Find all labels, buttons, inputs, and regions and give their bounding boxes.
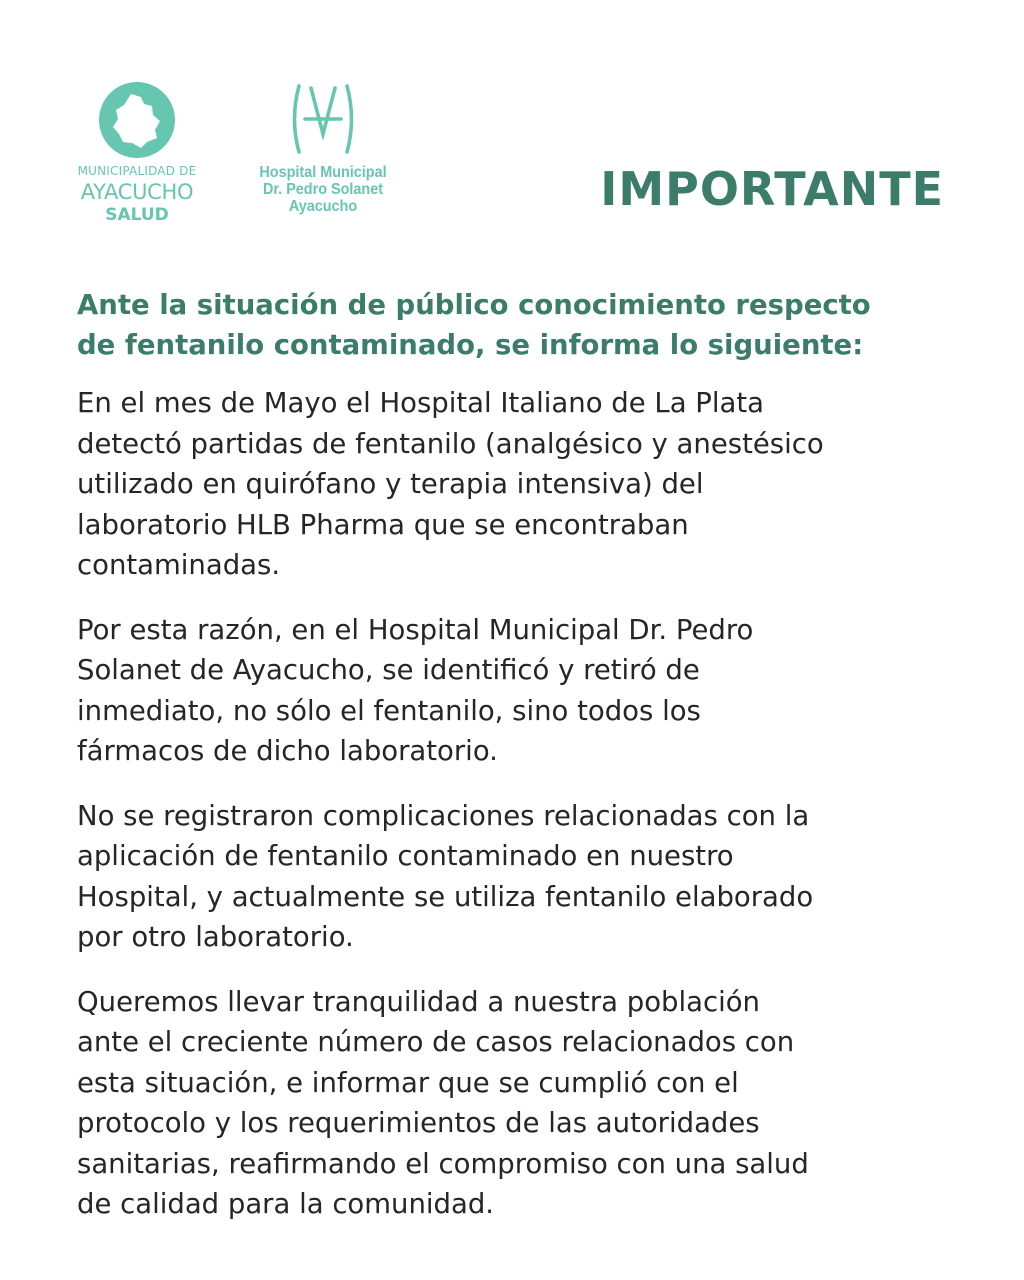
text-line: Por esta razón, en el Hospital Municipal Dr. Pedro xyxy=(77,613,754,646)
text-line: contaminadas. xyxy=(77,549,281,581)
municipality-department: SALUD xyxy=(105,205,169,225)
paragraph-withdrawal xyxy=(77,610,957,772)
hospital-name-line3: Ayacucho xyxy=(288,198,358,215)
hm-monogram-icon xyxy=(283,78,363,160)
hospital-logo xyxy=(238,78,408,215)
text-line: Solanet de Ayacucho, se identificó y retiró de xyxy=(77,654,700,686)
ayacucho-emblem-icon xyxy=(97,80,177,160)
hospital-name-line1: Hospital Municipal xyxy=(259,164,387,181)
paragraph-detection xyxy=(77,383,957,586)
text-line: laboratorio HLB Pharma que se encontraban xyxy=(77,508,689,541)
text-line: No se registraron complicaciones relacionadas con la xyxy=(77,799,810,832)
announcement-body xyxy=(77,285,957,1249)
text-line: por otro laboratorio. xyxy=(77,921,354,953)
text-line: En el mes de Mayo el Hospital Italiano de La Plata xyxy=(77,387,765,419)
text-line: de calidad para la comunidad. xyxy=(77,1188,495,1220)
lead-line: Ante la situación de público conocimiento respecto xyxy=(77,289,871,321)
text-line: utilizado en quirófano y terapia intensiva) del xyxy=(77,468,704,500)
page-title: IMPORTANTE xyxy=(600,162,944,216)
text-line: Queremos llevar tranquilidad a nuestra población xyxy=(77,985,760,1018)
text-line: Hospital, y actualmente se utiliza fentanilo elaborado xyxy=(77,880,814,913)
text-line: ante el creciente número de casos relacionados con xyxy=(77,1026,795,1058)
text-line: inmediato, no sólo el fentanilo, sino todos los xyxy=(77,694,701,727)
municipality-logo xyxy=(62,80,212,225)
text-line: detectó partidas de fentanilo (analgésico y anestésico xyxy=(77,427,824,460)
paragraph-reassurance xyxy=(77,982,957,1225)
paragraph-no-complications xyxy=(77,796,957,958)
text-line: sanitarias, reafirmando el compromiso con una salud xyxy=(77,1147,809,1180)
lead-statement xyxy=(77,285,957,365)
text-line: aplicación de fentanilo contaminado en nuestro xyxy=(77,840,734,872)
text-line: fármacos de dicho laboratorio. xyxy=(77,735,498,767)
text-line: protocolo y los requerimientos de las autoridades xyxy=(77,1107,760,1139)
lead-line: de fentanilo contaminado, se informa lo siguiente: xyxy=(77,329,864,361)
municipality-label: MUNICIPALIDAD DE xyxy=(77,164,197,178)
text-line: esta situación, e informar que se cumplió con el xyxy=(77,1066,739,1099)
hospital-name-line2: Dr. Pedro Solanet xyxy=(262,181,384,198)
municipality-name: AYACUCHO xyxy=(80,180,194,204)
